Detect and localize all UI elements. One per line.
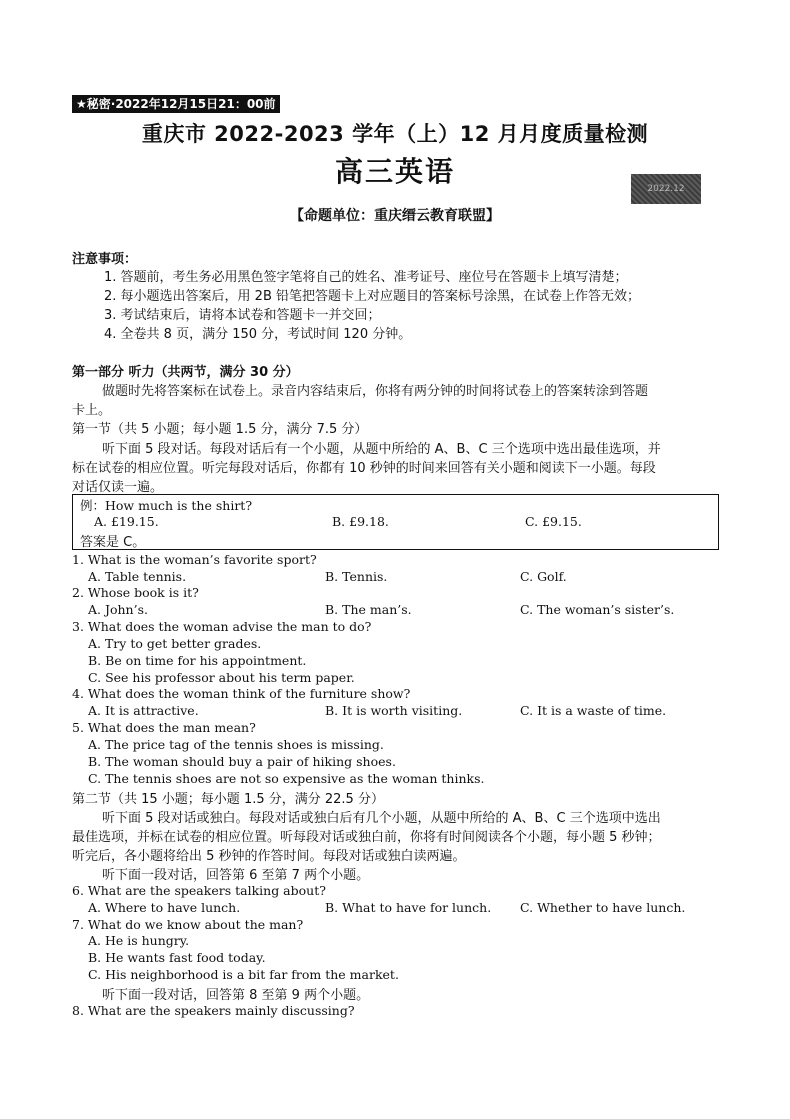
notice-heading: 注意事项： [72,252,138,267]
q3-option-a: A. Try to get better grades. [88,636,262,651]
q6-option-c: C. Whether to have lunch. [520,900,686,915]
part1-intro-line1: 做题时先将答案标在试卷上。录音内容结束后，你将有两分钟的时间将试卷上的答案转涂到答题 [102,384,649,399]
dialog-8-9-instruction: 听下面一段对话，回答第 8 至第 9 两个小题。 [102,988,370,1003]
q2-option-a: A. John’s. [88,602,148,617]
question-4: 4. What does the woman think of the furniture show? [72,686,411,701]
question-8: 8. What are the speakers mainly discussing? [72,1003,355,1018]
example-option-c: C. £9.15. [525,514,582,529]
question-5: 5. What does the man mean? [72,720,256,735]
q3-option-b: B. Be on time for his appointment. [88,653,307,668]
issuing-unit: 【命题单位：重庆缙云教育联盟】 [290,208,500,224]
notice-item-2: 2. 每小题选出答案后，用 2B 铅笔把答题卡上对应题目的答案标号涂黑，在试卷上作答无效； [104,289,640,304]
q7-option-b: B. He wants fast food today. [88,950,266,965]
dialog-6-7-instruction: 听下面一段对话，回答第 6 至第 7 两个小题。 [102,868,370,883]
section1-intro-line2: 标在试卷的相应位置。听完每段对话后，你都有 10 秒钟的时间来回答有关小题和阅读下一小题。每段 [72,461,656,476]
q5-option-c: C. The tennis shoes are not so expensive as the woman thinks. [88,771,485,786]
q7-option-a: A. He is hungry. [88,933,190,948]
question-6: 6. What are the speakers talking about? [72,883,326,898]
section1-heading: 第一节（共 5 小题；每小题 1.5 分，满分 7.5 分） [72,422,368,437]
section2-intro-line2: 最佳选项，并标在试卷的相应位置。听每段对话或独白前，你将有时间阅读各个小题，每小题 5 秒钟； [72,830,661,845]
question-2: 2. Whose book is it? [72,585,199,600]
section1-intro-line1: 听下面 5 段对话。每段对话后有一个小题，从题中所给的 A、B、C 三个选项中选出最佳选项，并 [102,442,661,457]
q7-option-c: C. His neighborhood is a bit far from the market. [88,967,399,982]
q6-option-a: A. Where to have lunch. [88,900,241,915]
question-7: 7. What do we know about the man? [72,917,304,932]
example-option-a: A. £19.15. [94,514,159,529]
notice-item-4: 4. 全卷共 8 页，满分 150 分，考试时间 120 分钟。 [104,327,412,342]
q4-option-a: A. It is attractive. [88,703,199,718]
q4-option-c: C. It is a waste of time. [520,703,667,718]
question-3: 3. What does the woman advise the man to do? [72,619,372,634]
question-1: 1. What is the woman’s favorite sport? [72,552,317,567]
part1-intro-line2: 卡上。 [72,403,112,418]
example-question: 例：How much is the shirt? [80,498,253,513]
q1-option-c: C. Golf. [520,569,567,584]
q2-option-c: C. The woman’s sister’s. [520,602,675,617]
q1-option-b: B. Tennis. [325,569,388,584]
exam-subject: 高三英语 [334,155,455,188]
example-answer: 答案是 C。 [80,535,146,550]
section2-intro-line1: 听下面 5 段对话或独白。每段对话或独白后有几个小题，从题中所给的 A、B、C 三个选项中选出 [102,811,661,826]
secret-label: ★秘密·2022年12月15日21：00前 [72,95,280,113]
notice-item-1: 1. 答题前，考生务必用黑色签字笔将自己的姓名、准考证号、座位号在答题卡上填写清楚； [104,270,628,285]
exam-code-badge: 2022.12 [631,174,701,204]
part1-heading: 第一部分 听力（共两节，满分 30 分） [72,365,299,380]
section2-intro-line3: 听完后，各小题将给出 5 秒钟的作答时间。每段对话或独白读两遍。 [72,849,466,864]
q5-option-a: A. The price tag of the tennis shoes is missing. [88,737,384,752]
exam-title: 重庆市 2022-2023 学年（上）12 月月度质量检测 [141,122,649,146]
example-option-b: B. £9.18. [332,514,389,529]
q2-option-b: B. The man’s. [325,602,412,617]
q1-option-a: A. Table tennis. [88,569,187,584]
q6-option-b: B. What to have for lunch. [325,900,492,915]
q3-option-c: C. See his professor about his term paper. [88,670,355,685]
q5-option-b: B. The woman should buy a pair of hiking shoes. [88,754,396,769]
q4-option-b: B. It is worth visiting. [325,703,463,718]
section1-intro-line3: 对话仅读一遍。 [72,480,164,495]
notice-item-3: 3. 考试结束后，请将本试卷和答题卡一并交回； [104,308,381,323]
section2-heading: 第二节（共 15 小题；每小题 1.5 分，满分 22.5 分） [72,792,384,807]
